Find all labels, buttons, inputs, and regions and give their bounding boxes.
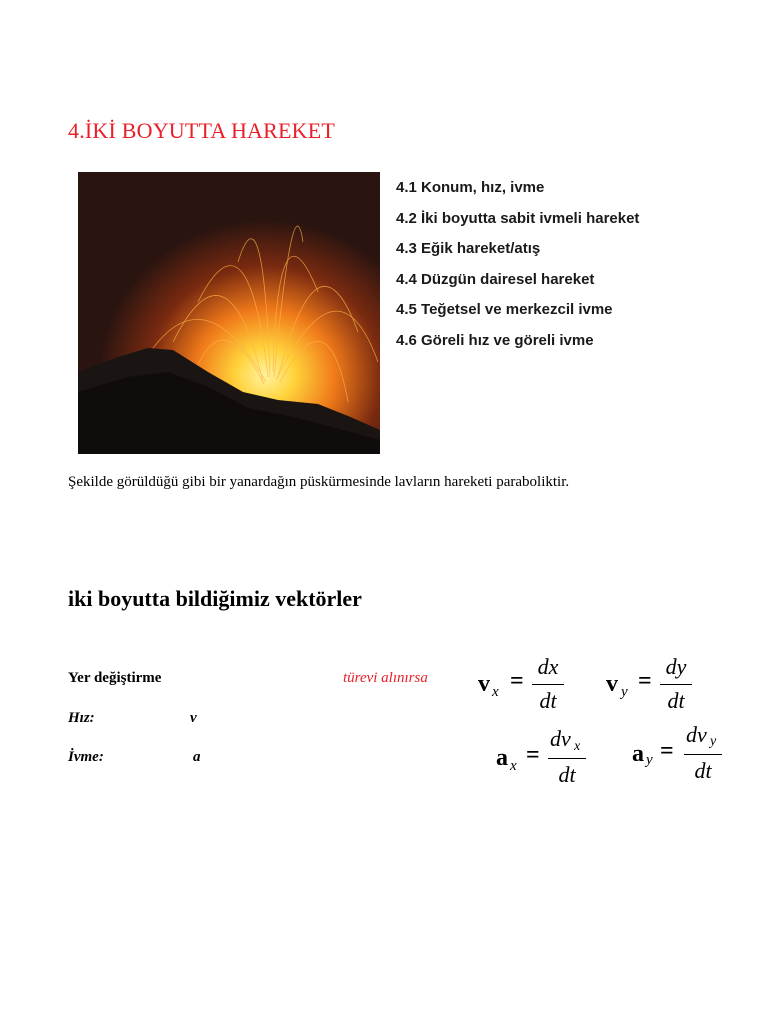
eq-subscript: y	[646, 752, 653, 768]
contents-item: 4.1 Konum, hız, ivme	[396, 179, 545, 196]
equals-sign: =	[638, 668, 652, 694]
fraction-bar	[684, 754, 722, 755]
contents-list	[396, 178, 639, 361]
vy-equation	[606, 654, 706, 714]
image-caption: Şekilde görüldüğü gibi bir yanardağın püskürmesinde lavların hareketi paraboliktir.	[68, 474, 570, 490]
ax-equation	[496, 726, 596, 788]
eq-subscript: x	[510, 758, 517, 774]
fraction-bar	[548, 758, 586, 759]
volcano-eruption-image	[78, 172, 380, 454]
acceleration-label: İvme:	[68, 749, 104, 765]
eq-lhs: v	[606, 671, 618, 697]
fraction-bar	[660, 684, 692, 685]
contents-item: 4.6 Göreli hız ve göreli ivme	[396, 331, 594, 349]
equals-sign: =	[660, 738, 674, 764]
equals-sign: =	[510, 668, 524, 694]
velocity-symbol: v	[190, 710, 197, 726]
eq-denominator: dt	[694, 758, 712, 783]
vx-equation	[478, 654, 578, 714]
eq-numerator: dy	[665, 654, 687, 679]
ay-equation	[632, 722, 732, 784]
derivative-note: türevi alınırsa	[343, 670, 428, 686]
eq-lhs: v	[478, 671, 490, 697]
eq-denominator: dt	[558, 762, 576, 787]
page-title: 4.İKİ BOYUTTA HAREKET	[68, 118, 336, 143]
fraction-bar	[532, 684, 564, 685]
eq-denominator: dt	[667, 688, 685, 713]
section-heading: iki boyutta bildiğimiz vektörler	[68, 586, 362, 611]
eq-lhs: a	[496, 745, 508, 771]
eq-denominator: dt	[539, 688, 557, 713]
eq-numerator: dv	[550, 726, 571, 751]
velocity-label: Hız:	[68, 710, 95, 726]
eq-numerator-subscript: x	[574, 739, 581, 754]
eq-numerator: dv	[686, 722, 707, 747]
contents-item: 4.2 İki boyutta sabit ivmeli hareket	[396, 209, 640, 227]
eq-subscript: x	[492, 684, 499, 700]
contents-item: 4.5 Teğetsel ve merkezcil ivme	[396, 301, 613, 318]
acceleration-symbol: a	[193, 749, 201, 765]
equals-sign: =	[526, 742, 540, 768]
eq-lhs: a	[632, 741, 644, 767]
displacement-label: Yer değiştirme	[68, 670, 162, 686]
eq-subscript: y	[621, 684, 628, 700]
eq-numerator: dx	[537, 654, 559, 679]
contents-item: 4.3 Eğik hareket/atış	[396, 240, 541, 257]
contents-item: 4.4 Düzgün dairesel hareket	[396, 270, 595, 288]
eq-numerator-subscript: y	[710, 734, 717, 749]
